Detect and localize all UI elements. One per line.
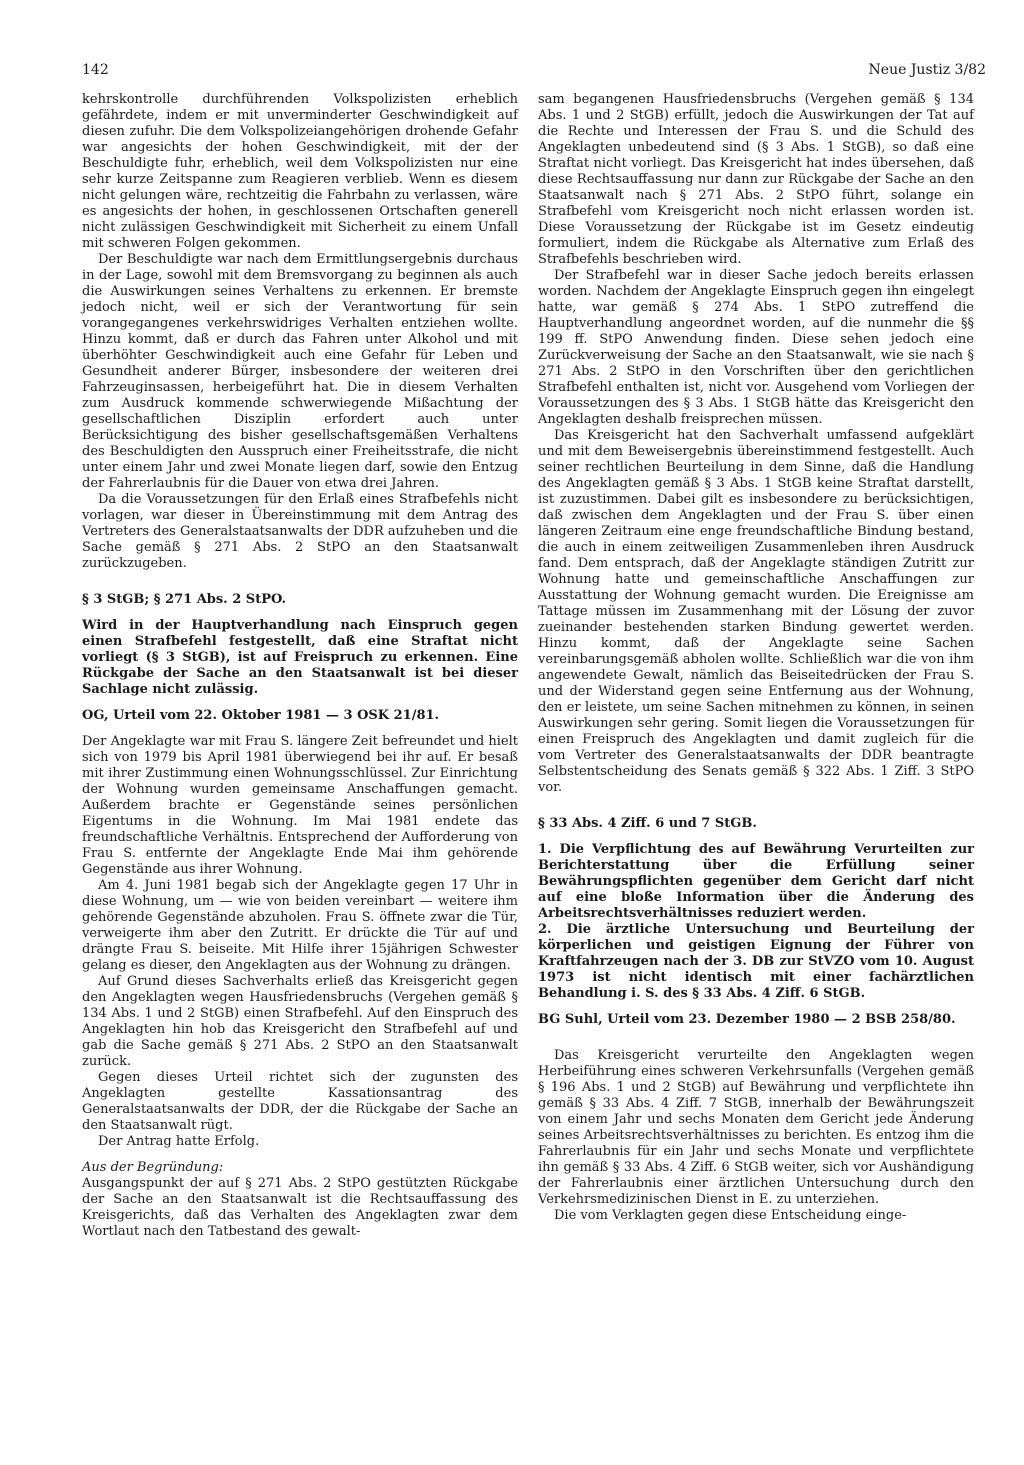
subheading: Aus der Begründung:: [82, 1160, 224, 1175]
section-heading: § 33 Abs. 4 Ziff. 6 und 7 StGB.: [538, 816, 757, 831]
paragraph: Der Antrag hatte Erfolg.: [98, 1134, 260, 1149]
paragraph: Der Strafbefehl war in dieser Sache jedoch bereits erlassen worden. Nachdem der Angeklagte Einspruch gegen ihn eingelegt hatte, war gemäß § 274 Abs. 1 StPO zutreffend die Hauptverhandlung angeordnet worden, auf die nunmehr die §§ 199 ff. StPO Anwendung finden. Diese sehen jedoch eine Zurückverweisung der Sache an den Staatsanwalt, wie sie nach § 271 Abs. 2 StPO in den Vorschriften über den gerichtlichen Strafbefehl enthalten ist, nicht vor. Ausgehend vom Vorliegen der Voraussetzungen des § 3 Abs. 1 StGB hätte das Kreisgericht den Angeklagten deshalb freisprechen müssen.: [538, 268, 974, 427]
section-heading: § 3 StGB; § 271 Abs. 2 StPO.: [82, 592, 287, 607]
paragraph: kehrskontrolle durchführenden Volkspolizisten erheblich gefährdete, indem er mit unverminderter Geschwindigkeit auf diesen zufuhr. Die dem Volkspolizeiangehörigen drohende Gefahr war angesichts der hohen Geschwindigkeit, mit der der Beschuldigte fuhr, erheblich, weil dem Volkspolizisten nur eine sehr kurze Zeitspanne zum Reagieren verblieb. Wenn es diesem nicht gelungen wäre, rechtzeitig die Fahrbahn zu verlassen, wäre es angesichts der hohen, in geschlossenen Ortschaften generell nicht zulässigen Geschwindigkeit mit Sicherheit zu einem Unfall mit schweren Folgen gekommen.: [82, 92, 518, 251]
paragraph: Am 4. Juni 1981 begab sich der Angeklagte gegen 17 Uhr in diese Wohnung, um — wie von beiden vereinbart — weitere ihm gehörende Gegenstände abzuholen. Frau S. öffnete zwar die Tür, verweigerte ihm aber den Zutritt. Er drückte die Tür auf und drängte Frau S. beiseite. Mit Hilfe ihrer 15jährigen Schwester gelang es dieser, den Angeklagten aus der Wohnung zu drängen.: [82, 878, 518, 973]
page-header: [82, 62, 986, 84]
leitsatz: Wird in der Hauptverhandlung nach Einspruch gegen einen Strafbefehl festgestellt, daß eine Straftat nicht vorliegt (§ 3 StGB), ist auf Freispruch zu erkennen. Eine Rückgabe der Sache an den Staatsanwalt ist bei dieser Sachlage nicht zulässig.: [82, 618, 518, 697]
court-citation: OG, Urteil vom 22. Oktober 1981 — 3 OSK 21/81.: [82, 708, 440, 723]
left-column: [82, 92, 518, 1240]
paragraph: Das Kreisgericht hat den Sachverhalt umfassend aufgeklärt und mit dem Beweisergebnis übereinstimmend festgestellt. Auch seiner rechtlichen Beurteilung in dem Sinne, daß die Handlung des Angeklagten gemäß § 3 Abs. 1 StGB keine Straftat darstellt, ist zuzustimmen. Dabei gilt es insbesondere zu berücksichtigen, daß zwischen dem Angeklagten und der Frau S. über einen längeren Zeitraum eine enge freundschaftliche Bindung bestand, die auch in einem zeitweiligen Zusammenleben ihren Ausdruck fand. Dem entsprach, daß der Angeklagte ständigen Zutritt zur Wohnung hatte und gemeinschaftliche Anschaffungen zur Ausstattung der Wohnung gemacht wurden. Die Ereignisse am Tattage müssen im Zusammenhang mit der Lösung der zuvor zueinander bestehenden starken Bindung gewertet werden. Hinzu kommt, daß der Angeklagte seine Sachen vereinbarungsgemäß abholen wollte. Schließlich war die von ihm angewendete Gewalt, nämlich das Beiseitedrücken der Frau S. und der Widerstand gegen seine Entfernung aus der Wohnung, den er leistete, um seine Sachen mitnehmen zu können, in seinen Auswirkungen sehr gering. Somit liegen die Voraussetzungen für einen Freispruch des Angeklagten und damit zugleich für die vom Vertreter des Generalstaatsanwalts der DDR beantragte Selbstentscheidung des Senats gemäß § 322 Abs. 1 Ziff. 3 StPO vor.: [538, 428, 974, 795]
page-number: 142: [82, 62, 109, 78]
paragraph: Das Kreisgericht verurteilte den Angeklagten wegen Herbeiführung eines schweren Verkehrsunfalls (Vergehen gemäß § 196 Abs. 1 und 2 StGB) auf Bewährung und verpflichtete ihn gemäß § 33 Abs. 4 Ziff. 7 StGB, innerhalb der Bewährungszeit von einem Jahr und sechs Monaten dem Gericht jede Änderung seines Arbeitsrechtsverhältnisses zu berichten. Es entzog ihm die Fahrerlaubnis für ein Jahr und sechs Monate und verpflichtete ihn gemäß § 33 Abs. 4 Ziff. 6 StGB weiter, sich vor Aushändigung der Fahrerlaubnis einer ärztlichen Untersuchung durch den Verkehrsmedizinischen Dienst in E. zu unterziehen.: [538, 1048, 974, 1207]
court-citation: BG Suhl, Urteil vom 23. Dezember 1980 — 2 BSB 258/80.: [538, 1012, 956, 1027]
leitsatz: 2. Die ärztliche Untersuchung und Beurteilung der körperlichen und geistigen Eignung der Führer von Kraftfahrzeugen nach der 3. DB zur StVZO vom 10. August 1973 ist nicht identisch mit einer fachärztlichen Behandlung i. S. des § 33 Abs. 4 Ziff. 6 StGB.: [538, 922, 974, 1001]
paragraph: Ausgangspunkt der auf § 271 Abs. 2 StPO gestützten Rückgabe der Sache an den Staatsanwalt ist die Rechtsauffassung des Kreisgerichts, daß das Verhalten des Angeklagten zwar dem Wortlaut nach den Tatbestand des gewalt-: [82, 1176, 518, 1239]
paragraph: Auf Grund dieses Sachverhalts erließ das Kreisgericht gegen den Angeklagten wegen Hausfriedensbruchs (Vergehen gemäß § 134 Abs. 1 und 2 StGB) einen Strafbefehl. Auf den Einspruch des Angeklagten hin hob das Kreisgericht den Strafbefehl auf und gab die Sache gemäß § 271 Abs. 2 StPO an den Staatsanwalt zurück.: [82, 974, 518, 1069]
journal-issue: Neue Justiz 3/82: [868, 62, 986, 78]
paragraph: Der Angeklagte war mit Frau S. längere Zeit befreundet und hielt sich von 1979 bis April 1981 überwiegend bei ihr auf. Er besaß mit ihrer Zustimmung einen Wohnungsschlüssel. Zur Einrichtung der Wohnung wurden gemeinsame Anschaffungen gemacht. Außerdem brachte er Gegenstände seines persönlichen Eigentums in die Wohnung. Im Mai 1981 endete das freundschaftliche Verhältnis. Entsprechend der Aufforderung von Frau S. entfernte der Angeklagte Ende Mai ihm gehörende Gegenstände aus ihrer Wohnung.: [82, 734, 518, 877]
paragraph: Der Beschuldigte war nach dem Ermittlungsergebnis durchaus in der Lage, sowohl mit dem Bremsvorgang zu beginnen als auch die Auswirkungen seines Verhaltens zu erkennen. Er bremste jedoch nicht, weil er sich der Verantwortung für sein vorangegangenes verkehrswidriges Verhalten entziehen wollte. Hinzu kommt, daß er durch das Fahren unter Alkohol und mit überhöhter Geschwindigkeit auch eine Gefahr für Leben und Gesundheit anderer Bürger, insbesondere der weiteren drei Fahrzeuginsassen, herbeigeführt hat. Die in diesem Verhalten zum Ausdruck kommende schwerwiegende Mißachtung der gesellschaftlichen Disziplin erfordert auch unter Berücksichtigung des bisher gesellschaftsgemäßen Verhaltens des Beschuldigten den Ausspruch einer Freiheitsstrafe, die nicht unter einem Jahr und zwei Monate liegen darf, sowie den Entzug der Fahrerlaubnis für die Dauer von etwa drei Jahren.: [82, 252, 518, 491]
paragraph: Da die Voraussetzungen für den Erlaß eines Strafbefehls nicht vorlagen, war dieser in Übereinstimmung mit dem Antrag des Vertreters des Generalstaatsanwalts der DDR aufzuheben und die Sache gemäß § 271 Abs. 2 StPO an den Staatsanwalt zurückzugeben.: [82, 492, 518, 571]
paragraph: Gegen dieses Urteil richtet sich der zugunsten des Angeklagten gestellte Kassationsantrag des Generalstaatsanwalts der DDR, der die Rückgabe der Sache an den Staatsanwalt rügt.: [82, 1070, 518, 1133]
paragraph: Die vom Verklagten gegen diese Entscheidung einge-: [554, 1208, 907, 1223]
leitsatz: 1. Die Verpflichtung des auf Bewährung Verurteilten zur Berichterstattung über die Erfüllung seiner Bewährungspflichten gegenüber dem Gericht darf nicht auf eine bloße Information über die Änderung des Arbeitsrechtsverhältnisses reduziert werden.: [538, 842, 974, 921]
right-column: [538, 92, 974, 1224]
paragraph: sam begangenen Hausfriedensbruchs (Vergehen gemäß § 134 Abs. 1 und 2 StGB) erfüllt, jedoch die Auswirkungen der Tat auf die Rechte und Interessen der Frau S. und die Schuld des Angeklagten unbedeutend sind (§ 3 Abs. 1 StGB), so daß eine Straftat nicht vorliegt. Das Kreisgericht hat indes übersehen, daß diese Rechtsauffassung nur dann zur Rückgabe der Sache an den Staatsanwalt nach § 271 Abs. 2 StPO führt, solange ein Strafbefehl vom Kreisgericht noch nicht erlassen worden ist. Diese Voraussetzung der Rückgabe ist im Gesetz eindeutig formuliert, indem die Rückgabe als Alternative zum Erlaß des Strafbefehls beschrieben wird.: [538, 92, 974, 267]
